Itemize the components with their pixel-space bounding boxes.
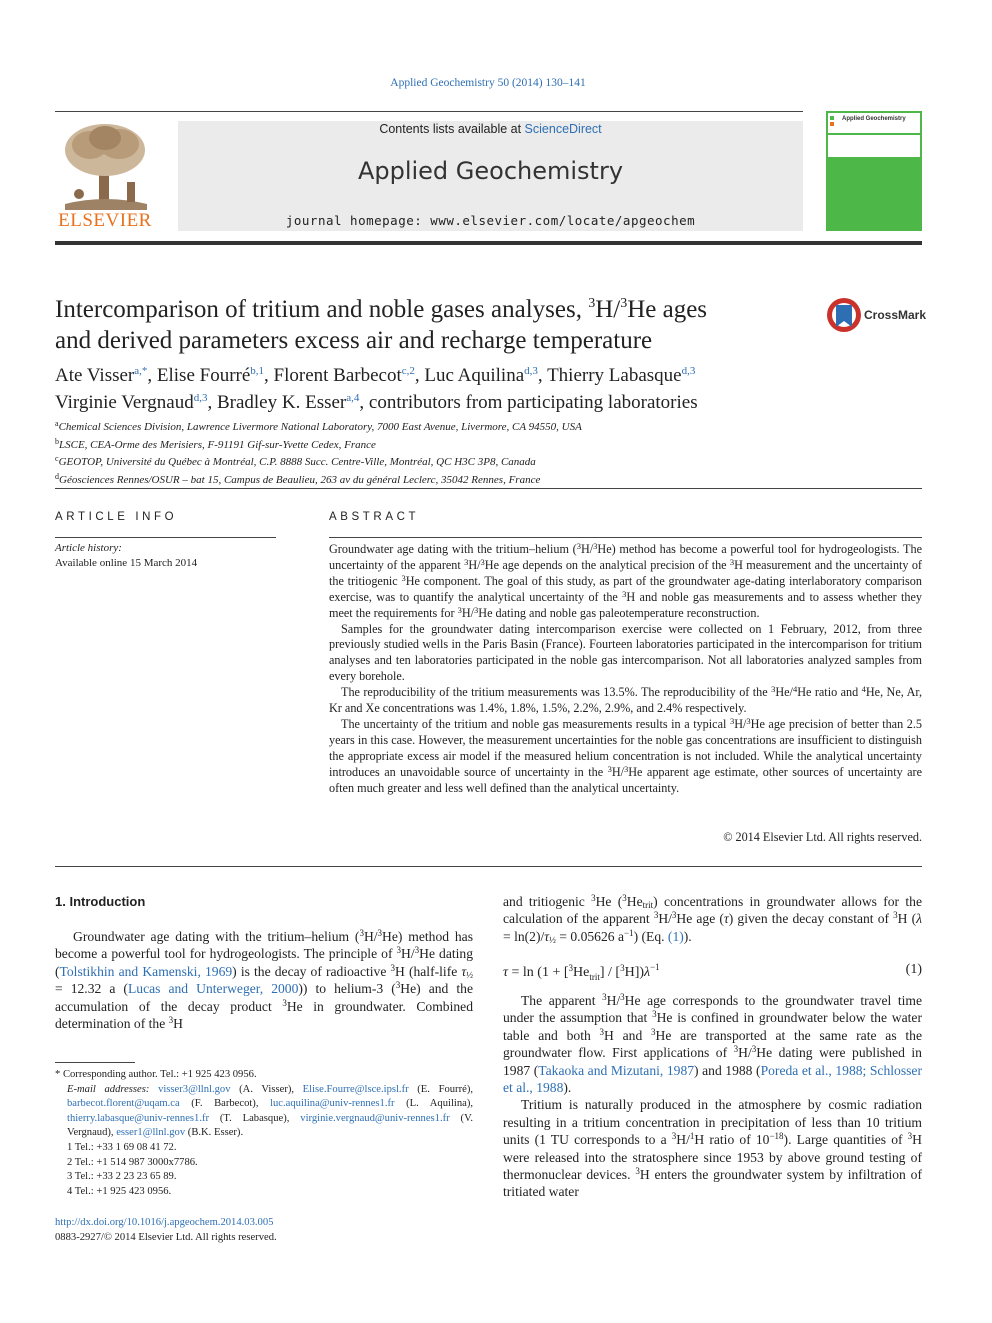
author-sep: , contributors from participating laboratories [359,392,698,413]
title-sup-1: 3 [588,296,596,311]
affiliation-item [55,470,915,488]
intro-right-column-bottom [503,992,922,1201]
contents-prefix: Contents lists available at [379,122,525,136]
abstract-rule [329,537,922,538]
author-name[interactable]: Ate Visser [55,365,135,386]
reference-link[interactable]: Takaoka and Mizutani, 1987 [538,1062,695,1078]
email-owner: (F. Barbecot), [179,1098,271,1110]
author-sep: , [414,365,425,386]
equation-link[interactable]: (1) [667,928,684,944]
author-sep: , [207,392,217,413]
footnote-tel: 1 Tel.: +33 1 69 08 41 72. [67,1141,177,1153]
article-info-rule [55,537,276,538]
intro-right-column-top [503,893,922,945]
email-link[interactable]: Elise.Fourre@lsce.ipsl.fr [302,1083,409,1095]
author-sep: , [264,365,274,386]
title-sup-2: 3 [620,296,628,311]
email-link[interactable]: visser3@llnl.gov [158,1083,231,1095]
affiliation-key: a [55,419,59,428]
affiliation-item [55,435,915,453]
affiliation-text: GEOTOP, Université du Québec à Montréal, C.P. 8888 Succ. Centre-Ville, Montréal, QC H3C 3P8, Canada [58,456,536,468]
email-owner: (V. Vergnaud), [67,1112,473,1139]
footnote-emails [55,1083,473,1141]
affiliation-key: d [55,471,59,481]
email-link[interactable]: barbecot.florent@uqam.ca [67,1098,180,1110]
footnote-rule [55,1062,135,1063]
article-title [55,288,795,356]
abstract-paragraph: The reproducibility of the tritium measurements was 13.5%. The reproducibility of the $^3$He/$^4$He ratio and $^4$He, Ne, Ar, Kr and Xe concentrations was 1.4%, 1.8%, 1.5%, 2.2%, 2.9%, and 2.4% respectively. [329,684,922,716]
issn-line: 0883-2927/© 2014 Elsevier Ltd. All rights reserved. [55,1231,277,1243]
email-label: E-mail addresses: [67,1083,150,1095]
crossmark-badge[interactable] [826,297,926,335]
history-value: Available online 15 March 2014 [55,557,198,569]
author-name[interactable]: Bradley K. Esser [216,392,347,413]
author-sup[interactable]: b,1 [250,365,265,377]
publisher-name: ELSEVIER [58,210,152,231]
crossmark-label: CrossMark [864,308,927,322]
article-history [55,541,197,571]
footnote-tel: 3 Tel.: +33 2 23 23 65 89. [67,1171,177,1183]
sciencedirect-link[interactable]: ScienceDirect [524,122,602,136]
doi-block [55,1216,277,1245]
equation-1 [503,962,922,982]
author-sep: , [147,365,157,386]
email-owner: (T. Labasque), [209,1112,301,1124]
body-paragraph: The apparent $^3$H/$^3$He age corresponds to the groundwater travel time under the assumption that $^3$He is confined in groundwater below the water table and both $^3$H and $^3$He are transported at the same rate as the groundwater flow. First applications of $^3$H/$^3$He dating were published in 1987 (Takaoka and Mizutani, 1987) and 1988 (Poreda et al., 1988; Schlosser et al., 1988). [503,992,922,1096]
author-name[interactable]: Luc Aquilina [424,365,525,386]
affiliation-item [55,452,915,470]
affiliation-text: Chemical Sciences Division, Lawrence Livermore National Laboratory, 7000 East Avenue, Livermore, CA 94550, USA [58,421,582,433]
affiliation-item [55,417,915,435]
abstract-body [329,542,922,797]
email-link[interactable]: esser1@llnl.gov [116,1127,186,1139]
abstract-paragraph: The uncertainty of the tritium and noble gas measurements results in a typical $^3$H/$^3$He age precision of better than 2.5 years in this case. However, the measurement uncertainties for the noble gas concentrations are insufficient to distinguish the appropriate excess air model if the measured helium concentration is not included. While the analytical uncertainty introduces an unavoidable source of uncertainty in the $^3$H/$^3$He apparent age estimate, other sources of uncertainty are often much greater and less well defined than the analytical uncertainty. [329,715,922,795]
title-line-2: and derived parameters excess air and recharge temperature [55,327,653,354]
reference-link[interactable]: Lucas and Unterweger, 2000 [127,981,299,997]
equation-number: (1) [905,962,922,977]
email-link[interactable]: luc.aquilina@univ-rennes1.fr [270,1098,395,1110]
author-name[interactable]: Florent Barbecot [273,365,402,386]
header-rule [55,111,803,112]
affiliation-key: c [55,454,59,463]
email-owner: (E. Fourré), [408,1083,473,1095]
history-label: Article history: [55,542,122,554]
footnote-tel: 4 Tel.: +1 925 423 0956. [67,1185,172,1197]
title-part-3: He ages [627,296,708,323]
affiliation-key: b [55,436,59,446]
abstract-paragraph: Samples for the groundwater dating intercomparison exercise were collected on 1 February, 2012, from three previously studied wells in the Paris Basin (France). Fourteen laboratories participated in the intercomparison for tritium analyses and ten laboratories participated in the noble gas intercomparison. Not all laboratories analyzed samples from every borehole. [329,621,922,684]
author-sup[interactable]: a,* [134,365,148,377]
affiliation-text: LSCE, CEA-Orme des Merisiers, F-91191 Gif-sur-Yvette Cedex, France [59,438,376,451]
author-name[interactable]: Thierry Labasque [547,365,682,386]
section-heading-introduction: 1. Introduction [55,894,146,909]
contents-line [178,122,803,136]
title-part-1: Intercomparison of tritium and noble gases analyses, [55,296,589,323]
footnotes [55,1068,473,1199]
author-sep: , [537,365,548,386]
author-name[interactable]: Virginie Vergnaud [55,392,194,413]
cover-title: Applied Geochemistry [842,116,906,122]
journal-homepage[interactable]: journal homepage: www.elsevier.com/locate/apgeochem [285,213,696,228]
footnote-tel: 2 Tel.: +1 514 987 3000x7786. [67,1156,198,1168]
email-owner: (B.K. Esser). [185,1127,244,1139]
body-rule [55,866,922,867]
author-sup[interactable]: a,4 [346,392,360,404]
reference-link[interactable]: Poreda et al., 1988; Schlosser et al., 1988 [503,1062,922,1096]
affiliation-list [55,417,915,487]
journal-citation[interactable]: Applied Geochemistry 50 (2014) 130–141 [390,77,586,89]
author-sup[interactable]: c,2 [401,365,415,377]
footnote-corresponding: * Corresponding author. Tel.: +1 925 423 0956. [55,1069,257,1080]
author-sup[interactable]: d,3 [524,365,538,377]
journal-cover[interactable] [826,111,922,231]
elsevier-logo[interactable] [55,120,155,235]
intro-left-column [55,928,473,1032]
email-link[interactable]: virginie.vergnaud@univ-rennes1.fr [300,1112,450,1124]
body-paragraph: Groundwater age dating with the tritium–helium ($^3$H/$^3$He) method has become a powerful tool for hydrogeologists. The principle of $^3$H/$^3$He dating (Tolstikhin and Kamenski, 1969) is the decay of radioactive $^3$H (half-life $\tau_{\frac{1}{2}} = 12.32$ a (Lucas and Unterweger, 2000)) to helium-3 ($^3$He) and the accumulation of the decay product $^3$He in groundwater. Combined determination of the $^3$H [55,928,474,1032]
author-list [55,360,855,414]
reference-link[interactable]: Tolstikhin and Kamenski, 1969 [59,963,233,979]
section-rule [55,488,922,489]
crossmark-icon [826,297,862,333]
journal-name[interactable]: Applied Geochemistry [357,157,624,185]
header-thick-rule [55,241,922,245]
body-paragraph: Tritium is naturally produced in the atmosphere by cosmic radiation resulting in a tritium concentration in precipitation of less than 10 tritium units (1 TU corresponds to a $^3$H/$^1$H ratio of $10^{-18}$). Large quantities of $^3$H were released into the stratosphere since 1953 by above ground testing of thermonuclear devices. $^3$H enters the groundwater system by infiltration of tritiated water [503,1097,923,1200]
email-link[interactable]: thierry.labasque@univ-rennes1.fr [67,1112,210,1124]
abstract-copyright: © 2014 Elsevier Ltd. All rights reserved. [723,830,922,844]
abstract-paragraph: Groundwater age dating with the tritium–helium ($^3$H/$^3$He) method has become a powerful tool for hydrogeologists. The uncertainty of the apparent $^3$H/$^3$He age depends on the analytical precision of the $^3$H measurement and the uncertainty of the tritiogenic $^3$He component. The goal of this study, as part of the groundwater age-dating interlaboratory comparison exercise, was to quantify the analytical uncertainty of the $^3$H and noble gas measurements and to assess whether they meet the requirements for $^3$H/$^3$He dating and noble gas paleotemperature reconstruction. [329,541,922,620]
title-part-2: H/ [595,296,621,323]
author-name[interactable]: Elise Fourré [156,365,251,386]
article-info-heading: ARTICLE INFO [55,511,178,523]
email-owner: (A. Visser), [230,1083,303,1095]
equation-body: $\tau = \ln (1 + [^3He_{trit}] / [^3H])\lambda^{-1}$ [503,962,660,982]
author-sup[interactable]: d,3 [193,392,208,404]
body-paragraph: and tritiogenic $^3$He $(^3He_{trit})$ concentrations in groundwater allows for the calculation of the apparent $^3$H/$^3$He age (τ) given the decay constant of $^3$H ($\lambda = \ln(2)/\tau_{\frac{1}{2}} = 0.05626$ $a^{-1}$) (Eq. (1)). [503,893,922,945]
email-owner: (L. Aquilina), [394,1098,474,1110]
journal-cover-image [826,111,922,231]
abstract-heading: ABSTRACT [329,511,420,523]
author-sup[interactable]: d,3 [681,365,696,377]
doi-link[interactable]: http://dx.doi.org/10.1016/j.apgeochem.2014.03.005 [55,1217,274,1228]
affiliation-text: Géosciences Rennes/OSUR – bat 15, Campus de Beaulieu, 263 av du général Leclerc, 35042 Rennes, France [59,473,541,486]
